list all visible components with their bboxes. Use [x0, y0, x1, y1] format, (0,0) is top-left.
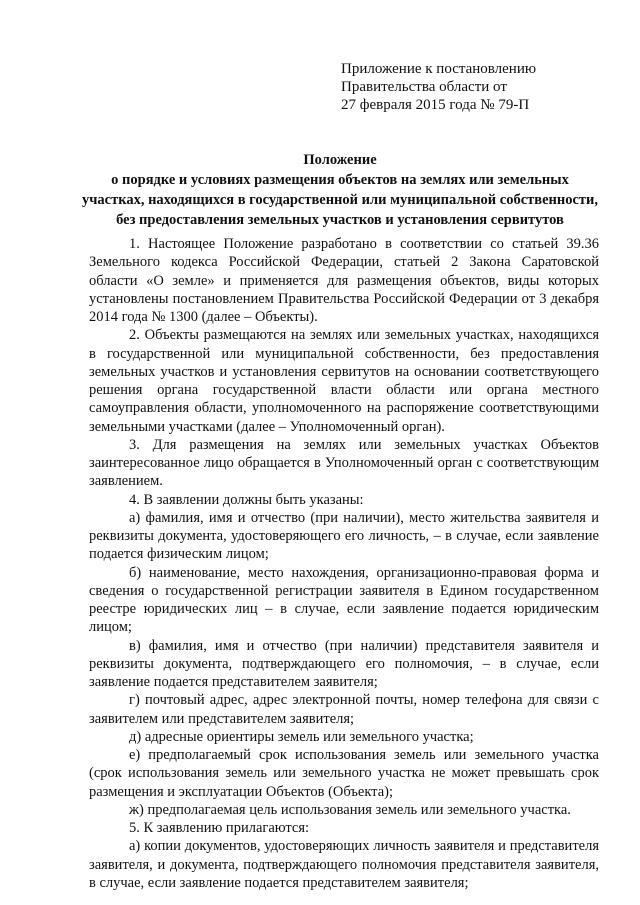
- annex-line-2: Правительства области от: [341, 79, 507, 95]
- paragraph-4-zh: ж) предполагаемая цель использования земель или земельного участка.: [129, 801, 571, 818]
- title-line-3: без предоставления земельных участков и установления сервитутов: [116, 212, 564, 228]
- paragraph-5-a: а) копии документов, удостоверяющих личность заявителя и представителя заявителя, и документа, подтверждающего полномочия представителя заявителя, в случае, если заявление подается представителем заявителя;: [89, 838, 599, 891]
- title-line-2: участках, находящихся в государственной или муниципальной собственности,: [81, 192, 599, 208]
- annex-header: [341, 60, 601, 114]
- annex-line-1: Приложение к постановлению: [341, 61, 537, 77]
- paragraph-4-g: г) почтовый адрес, адрес электронной почты, номер телефона для связи с заявителем или представителем заявителя;: [89, 692, 599, 727]
- paragraph-4-e: е) предполагаемый срок использования земель или земельного участка (срок использования земель или земельного участка не может превышать срок размещения и эксплуатации Объектов (Объекта);: [89, 747, 599, 800]
- paragraph-4-a: а) фамилия, имя и отчество (при наличии), место жительства заявителя и реквизиты документа, удостоверяющего его личность, – в случае, если заявление подается физическим лицом;: [89, 509, 599, 563]
- annex-line-3: 27 февраля 2015 года № 79-П: [341, 97, 530, 113]
- paragraph-2: 2. Объекты размещаются на землях или земельных участках, находящихся в государственной или муниципальной собственности, без предоставления земельных участков и установления сервитутов на основании соответствующего решения органа государственной власти области или органа местного самоуправления области, уполномоченного на распоряжение соответствующими земельными участками (далее – Уполномоченный орган).: [89, 327, 599, 435]
- title-line-1: о порядке и условиях размещения объектов на землях или земельных: [111, 172, 569, 188]
- paragraph-4-b: б) наименование, место нахождения, организационно-правовая форма и сведения о государственной регистрации заявителя в Едином государственном реестре юридических лиц – в случае, если заявление подается юридическим лицом;: [89, 564, 599, 636]
- document-title: [80, 150, 600, 230]
- paragraph-4: 4. В заявлении должны быть указаны:: [129, 491, 364, 508]
- paragraph-3: 3. Для размещения на землях или земельных участках Объектов заинтересованное лицо обращается в Уполномоченный орган с соответствующим заявлением.: [89, 436, 599, 490]
- paragraph-5: 5. К заявлению прилагаются:: [129, 820, 310, 836]
- paragraph-1: 1. Настоящее Положение разработано в соответствии со статьей 39.36 Земельного кодекса Российской Федерации, статьей 2 Закона Саратовской области «О земле» и применяется для размещения объектов, виды которых установлены постановлением Правительства Российской Федерации от 3 декабря 2014 года № 1300 (далее – Объекты).: [89, 236, 599, 325]
- paragraph-4-d: д) адресные ориентиры земель или земельного участка;: [129, 728, 474, 745]
- paragraph-4-v: в) фамилия, имя и отчество (при наличии) представителя заявителя и реквизиты документа, подтверждающего его полномочия, – в случае, если заявление подается представителем заявителя;: [89, 637, 599, 690]
- title-heading: Положение: [303, 152, 377, 168]
- document-body: [89, 235, 599, 892]
